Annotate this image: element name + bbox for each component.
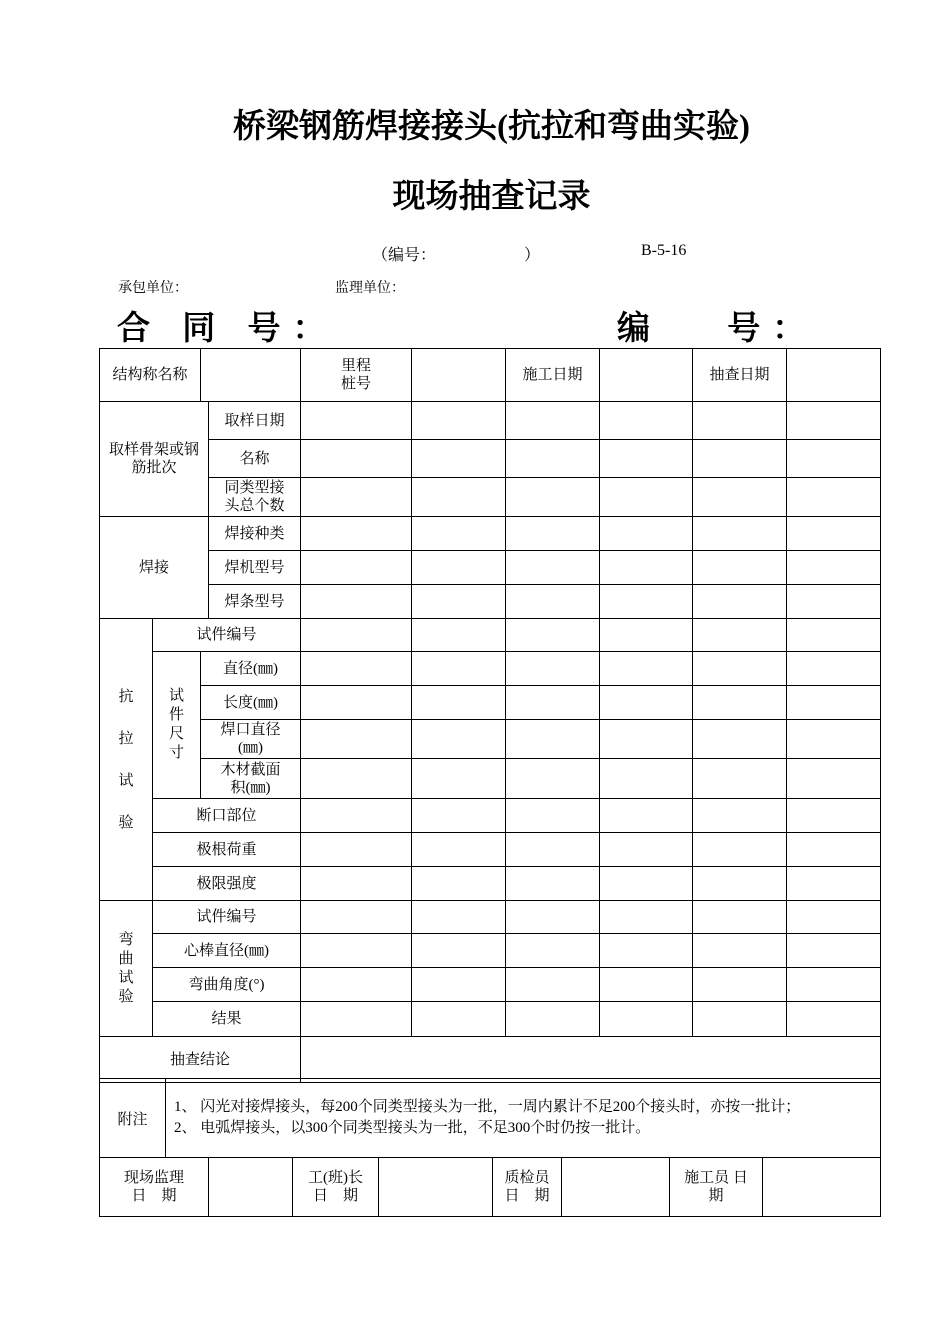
ultimate-strength-label: 极限强度 bbox=[153, 867, 301, 901]
supervisor-label: 监理单位： bbox=[335, 281, 405, 296]
table-row bbox=[100, 720, 881, 759]
cell[interactable] bbox=[600, 585, 693, 619]
cell[interactable] bbox=[412, 901, 506, 934]
cell[interactable] bbox=[693, 478, 787, 517]
cell[interactable] bbox=[506, 652, 600, 686]
contractor-label: 承包单位： bbox=[118, 281, 188, 296]
cell[interactable] bbox=[600, 1002, 693, 1037]
cell[interactable] bbox=[506, 478, 600, 517]
cell[interactable] bbox=[600, 402, 693, 440]
cell[interactable] bbox=[787, 517, 881, 551]
table-row bbox=[100, 402, 881, 440]
sample-name-label: 名称 bbox=[209, 440, 301, 478]
cell[interactable] bbox=[301, 720, 412, 759]
cell[interactable] bbox=[693, 799, 787, 833]
cell[interactable] bbox=[301, 517, 412, 551]
cell[interactable] bbox=[787, 799, 881, 833]
ultimate-load-label: 极根荷重 bbox=[153, 833, 301, 867]
record-number-label: （编号： ） bbox=[372, 247, 541, 264]
form-code: B-5-16 bbox=[641, 242, 687, 259]
supervisor-sign-cell[interactable] bbox=[209, 1158, 293, 1217]
cell[interactable] bbox=[787, 833, 881, 867]
table-row bbox=[100, 551, 881, 585]
weld-diameter-label: 焊口直径(㎜) bbox=[201, 720, 301, 759]
cell[interactable] bbox=[506, 799, 600, 833]
table-row bbox=[100, 901, 881, 934]
diameter-label: 直径(㎜) bbox=[201, 652, 301, 686]
cell[interactable] bbox=[301, 759, 412, 799]
table-row bbox=[100, 686, 881, 720]
total-joints-label: 同类型接头总个数 bbox=[209, 478, 301, 517]
notes-content bbox=[166, 1079, 881, 1158]
cell[interactable] bbox=[600, 478, 693, 517]
note-line-1: 1、 闪光对接焊接头，每200个同类型接头为一批，一周内累计不足200个接头时，亦按一批计； bbox=[174, 1099, 801, 1115]
cell[interactable] bbox=[412, 478, 506, 517]
welding-machine-label: 焊机型号 bbox=[209, 551, 301, 585]
welding-group-label: 焊接 bbox=[100, 517, 209, 619]
cell[interactable] bbox=[600, 686, 693, 720]
cell[interactable] bbox=[506, 901, 600, 934]
cell[interactable] bbox=[787, 934, 881, 968]
cell[interactable] bbox=[412, 619, 506, 652]
cell[interactable] bbox=[693, 759, 787, 799]
supervisor-sign-label: 现场监理 日 期 bbox=[100, 1158, 209, 1217]
cell[interactable] bbox=[787, 619, 881, 652]
cell[interactable] bbox=[600, 934, 693, 968]
cell[interactable] bbox=[412, 517, 506, 551]
table-row bbox=[100, 867, 881, 901]
cell[interactable] bbox=[412, 799, 506, 833]
cell[interactable] bbox=[412, 759, 506, 799]
number-label: 编 号： bbox=[617, 311, 818, 347]
cell[interactable] bbox=[600, 652, 693, 686]
bending-specimen-no-label: 试件编号 bbox=[153, 901, 301, 934]
cell[interactable] bbox=[506, 759, 600, 799]
worker-sign-label: 施工员 日 期 bbox=[670, 1158, 763, 1217]
cell[interactable] bbox=[506, 551, 600, 585]
cell[interactable] bbox=[787, 478, 881, 517]
cell[interactable] bbox=[301, 1002, 412, 1037]
table-row bbox=[100, 585, 881, 619]
cell[interactable] bbox=[693, 720, 787, 759]
cell[interactable] bbox=[600, 901, 693, 934]
cell[interactable] bbox=[787, 585, 881, 619]
cell[interactable] bbox=[412, 551, 506, 585]
cell[interactable] bbox=[787, 440, 881, 478]
form-subtitle: 现场抽查记录 bbox=[392, 179, 591, 215]
cell[interactable] bbox=[600, 720, 693, 759]
cell[interactable] bbox=[301, 440, 412, 478]
cell[interactable] bbox=[787, 720, 881, 759]
cell[interactable] bbox=[412, 652, 506, 686]
cell[interactable] bbox=[506, 686, 600, 720]
conclusion-label: 抽查结论 bbox=[100, 1037, 301, 1083]
inspector-sign-cell[interactable] bbox=[562, 1158, 670, 1217]
contract-no-label: 合 同 号： bbox=[117, 311, 338, 347]
cell[interactable] bbox=[693, 440, 787, 478]
construction-date-label: 施工日期 bbox=[506, 349, 600, 402]
cell[interactable] bbox=[600, 759, 693, 799]
notes-label: 附注 bbox=[100, 1079, 166, 1158]
cell[interactable] bbox=[412, 1002, 506, 1037]
cell[interactable] bbox=[412, 440, 506, 478]
cell[interactable] bbox=[506, 867, 600, 901]
sampling-group-label: 取样骨架或钢筋批次 bbox=[100, 402, 209, 517]
form-title: 桥梁钢筋焊接接头(抗拉和弯曲实验) bbox=[233, 109, 750, 145]
mileage-label: 里程 桩号 bbox=[301, 349, 412, 402]
note-line-2: 2、 电弧焊接头，以300个同类型接头为一批，不足300个时仍按一批计。 bbox=[174, 1120, 651, 1136]
cell[interactable] bbox=[787, 1002, 881, 1037]
cell[interactable] bbox=[693, 402, 787, 440]
cell[interactable] bbox=[412, 686, 506, 720]
cell[interactable] bbox=[506, 619, 600, 652]
cell[interactable] bbox=[301, 478, 412, 517]
cell[interactable] bbox=[693, 934, 787, 968]
structure-name-cell[interactable] bbox=[201, 349, 301, 402]
cell[interactable] bbox=[506, 720, 600, 759]
notes-table bbox=[99, 1078, 881, 1158]
cell[interactable] bbox=[412, 720, 506, 759]
cell[interactable] bbox=[301, 652, 412, 686]
cell[interactable] bbox=[301, 968, 412, 1002]
cell[interactable] bbox=[600, 440, 693, 478]
cell[interactable] bbox=[301, 686, 412, 720]
cell[interactable] bbox=[506, 934, 600, 968]
cell[interactable] bbox=[693, 551, 787, 585]
cell[interactable] bbox=[506, 402, 600, 440]
inspector-sign-label: 质检员 日 期 bbox=[493, 1158, 562, 1217]
cell[interactable] bbox=[787, 402, 881, 440]
cell[interactable] bbox=[693, 619, 787, 652]
cell[interactable] bbox=[693, 1002, 787, 1037]
cell[interactable] bbox=[787, 652, 881, 686]
worker-sign-cell[interactable] bbox=[763, 1158, 881, 1217]
cell[interactable] bbox=[787, 867, 881, 901]
welding-rod-label: 焊条型号 bbox=[209, 585, 301, 619]
cell[interactable] bbox=[600, 833, 693, 867]
welding-type-label: 焊接种类 bbox=[209, 517, 301, 551]
table-row bbox=[100, 759, 881, 799]
tensile-specimen-no-label: 试件编号 bbox=[153, 619, 301, 652]
cell[interactable] bbox=[506, 1002, 600, 1037]
cell[interactable] bbox=[787, 968, 881, 1002]
table-row bbox=[100, 652, 881, 686]
cell[interactable] bbox=[412, 934, 506, 968]
header-row bbox=[100, 349, 881, 402]
cell[interactable] bbox=[693, 901, 787, 934]
foreman-sign-cell[interactable] bbox=[379, 1158, 493, 1217]
table-row bbox=[100, 440, 881, 478]
conclusion-cell[interactable] bbox=[301, 1037, 881, 1083]
cell[interactable] bbox=[787, 901, 881, 934]
cell[interactable] bbox=[301, 619, 412, 652]
inspection-table bbox=[99, 348, 881, 1083]
cell[interactable] bbox=[506, 968, 600, 1002]
cell[interactable] bbox=[301, 867, 412, 901]
cell[interactable] bbox=[301, 585, 412, 619]
structure-name-label: 结构称名称 bbox=[100, 349, 201, 402]
cell[interactable] bbox=[600, 551, 693, 585]
cell[interactable] bbox=[787, 551, 881, 585]
inspection-date-label: 抽查日期 bbox=[693, 349, 787, 402]
conclusion-row bbox=[100, 1037, 881, 1083]
cell[interactable] bbox=[412, 968, 506, 1002]
cell[interactable] bbox=[787, 686, 881, 720]
cell[interactable] bbox=[693, 867, 787, 901]
cell[interactable] bbox=[693, 517, 787, 551]
table-row bbox=[100, 1002, 881, 1037]
cell[interactable] bbox=[412, 833, 506, 867]
cell[interactable] bbox=[693, 585, 787, 619]
cell[interactable] bbox=[506, 440, 600, 478]
bending-test-group-label: 弯 曲 试 验 bbox=[100, 901, 153, 1037]
table-row bbox=[100, 478, 881, 517]
cell[interactable] bbox=[506, 517, 600, 551]
bending-result-label: 结果 bbox=[153, 1002, 301, 1037]
table-row bbox=[100, 833, 881, 867]
cell[interactable] bbox=[693, 968, 787, 1002]
cell[interactable] bbox=[693, 652, 787, 686]
table-row bbox=[100, 799, 881, 833]
cell[interactable] bbox=[301, 833, 412, 867]
cell[interactable] bbox=[412, 585, 506, 619]
cell[interactable] bbox=[301, 901, 412, 934]
mileage-cell[interactable] bbox=[412, 349, 506, 402]
cell[interactable] bbox=[412, 867, 506, 901]
cell[interactable] bbox=[693, 686, 787, 720]
table-row bbox=[100, 934, 881, 968]
tensile-test-group-label: 抗 拉 试 验 bbox=[100, 619, 153, 901]
section-area-label: 木材截面积(㎜) bbox=[201, 759, 301, 799]
table-row bbox=[100, 619, 881, 652]
cell[interactable] bbox=[600, 867, 693, 901]
cell[interactable] bbox=[600, 619, 693, 652]
mandrel-diameter-label: 心棒直径(㎜) bbox=[153, 934, 301, 968]
foreman-sign-label: 工(班)长 日 期 bbox=[293, 1158, 379, 1217]
table-row bbox=[100, 517, 881, 551]
cell[interactable] bbox=[301, 799, 412, 833]
bending-angle-label: 弯曲角度(°) bbox=[153, 968, 301, 1002]
cell[interactable] bbox=[600, 517, 693, 551]
table-row bbox=[100, 968, 881, 1002]
sample-date-label: 取样日期 bbox=[209, 402, 301, 440]
inspection-date-cell[interactable] bbox=[787, 349, 881, 402]
signature-table bbox=[99, 1157, 881, 1217]
cell[interactable] bbox=[301, 402, 412, 440]
specimen-size-group-label: 试 件 尺 寸 bbox=[153, 652, 201, 799]
cell[interactable] bbox=[412, 402, 506, 440]
cell[interactable] bbox=[600, 968, 693, 1002]
cell[interactable] bbox=[506, 833, 600, 867]
length-label: 长度(㎜) bbox=[201, 686, 301, 720]
fracture-location-label: 断口部位 bbox=[153, 799, 301, 833]
construction-date-cell[interactable] bbox=[600, 349, 693, 402]
cell[interactable] bbox=[301, 934, 412, 968]
cell[interactable] bbox=[787, 759, 881, 799]
cell[interactable] bbox=[600, 799, 693, 833]
cell[interactable] bbox=[301, 551, 412, 585]
cell[interactable] bbox=[506, 585, 600, 619]
cell[interactable] bbox=[693, 833, 787, 867]
